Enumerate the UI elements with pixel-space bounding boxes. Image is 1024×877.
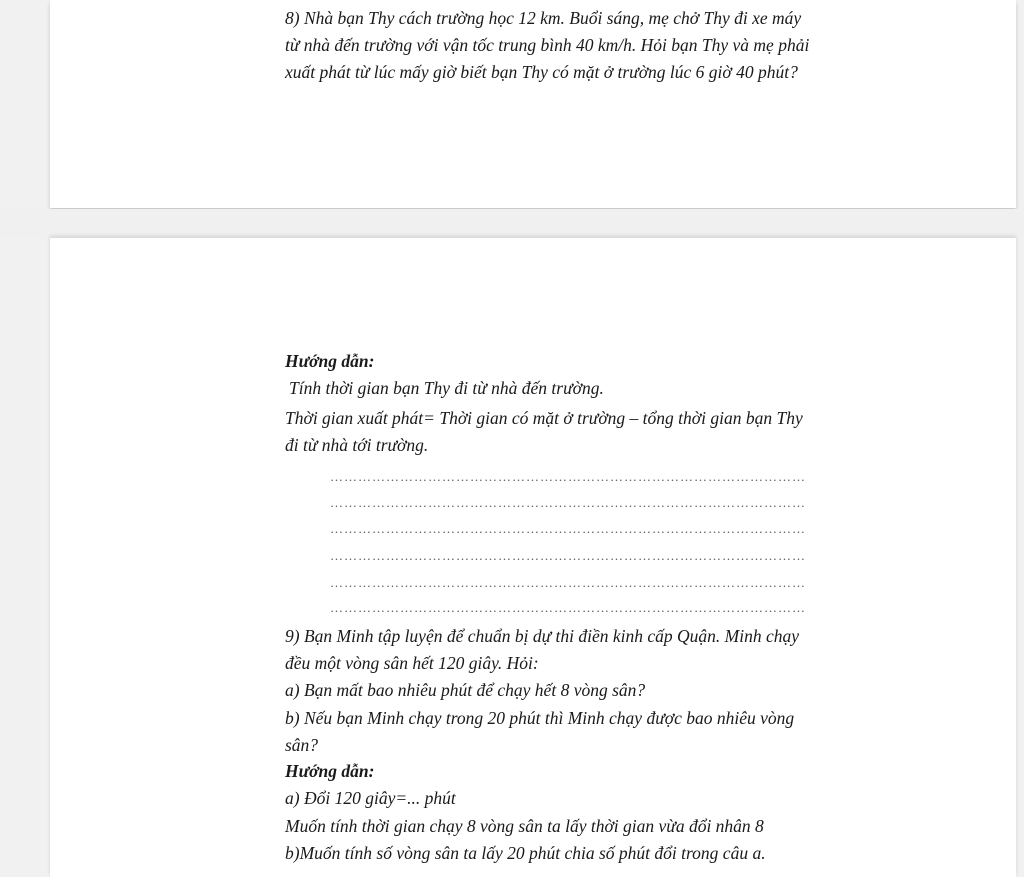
guide-9-line-2: Muốn tính thời gian chạy 8 vòng sân ta lấy thời gian vừa đổi nhân 8 xyxy=(285,816,764,836)
problem-9-question-a: a) Bạn mất bao nhiêu phút để chạy hết 8 vòng sân? xyxy=(285,680,646,700)
problem-8-line-1: 8) Nhà bạn Thy cách trường học 12 km. Buổi sáng, mẹ chở Thy đi xe máy xyxy=(285,8,802,28)
problem-9-line-1: 9) Bạn Minh tập luyện để chuẩn bị dự thi điền kinh cấp Quận. Minh chạy xyxy=(285,626,800,646)
answer-line: ………………………………………………………………………………………… xyxy=(330,496,806,509)
answer-line: ………………………………………………………………………………………… xyxy=(330,522,806,535)
guide-8-heading: Hướng dẫn: xyxy=(285,351,375,371)
answer-line: ………………………………………………………………………………………… xyxy=(330,601,806,614)
page-gap xyxy=(0,209,1024,238)
guide-8-line-3: đi từ nhà tới trường. xyxy=(285,435,429,455)
answer-line: ………………………………………………………………………………………… xyxy=(330,576,806,589)
problem-8-line-3: xuất phát từ lúc mấy giờ biết bạn Thy có mặt ở trường lúc 6 giờ 40 phút? xyxy=(285,62,798,82)
guide-8-line-1: Tính thời gian bạn Thy đi từ nhà đến trường. xyxy=(289,378,604,398)
guide-8-line-2: Thời gian xuất phát= Thời gian có mặt ở trường – tổng thời gian bạn Thy xyxy=(285,408,803,428)
guide-9-heading: Hướng dẫn: xyxy=(285,761,375,781)
guide-9-line-3: b)Muốn tính số vòng sân ta lấy 20 phút chia số phút đổi trong câu a. xyxy=(285,843,766,863)
document-page-1 xyxy=(50,0,1016,208)
guide-9-line-1: a) Đổi 120 giây=... phút xyxy=(285,788,456,808)
answer-line: ………………………………………………………………………………………… xyxy=(330,470,806,483)
problem-9-line-2: đều một vòng sân hết 120 giây. Hỏi: xyxy=(285,653,539,673)
answer-line: ………………………………………………………………………………………… xyxy=(330,549,806,562)
problem-9-question-b-cont: sân? xyxy=(285,735,319,755)
problem-8-line-2: từ nhà đến trường với vận tốc trung bình 40 km/h. Hỏi bạn Thy và mẹ phải xyxy=(285,35,810,55)
problem-9-question-b: b) Nếu bạn Minh chạy trong 20 phút thì Minh chạy được bao nhiêu vòng xyxy=(285,708,795,728)
